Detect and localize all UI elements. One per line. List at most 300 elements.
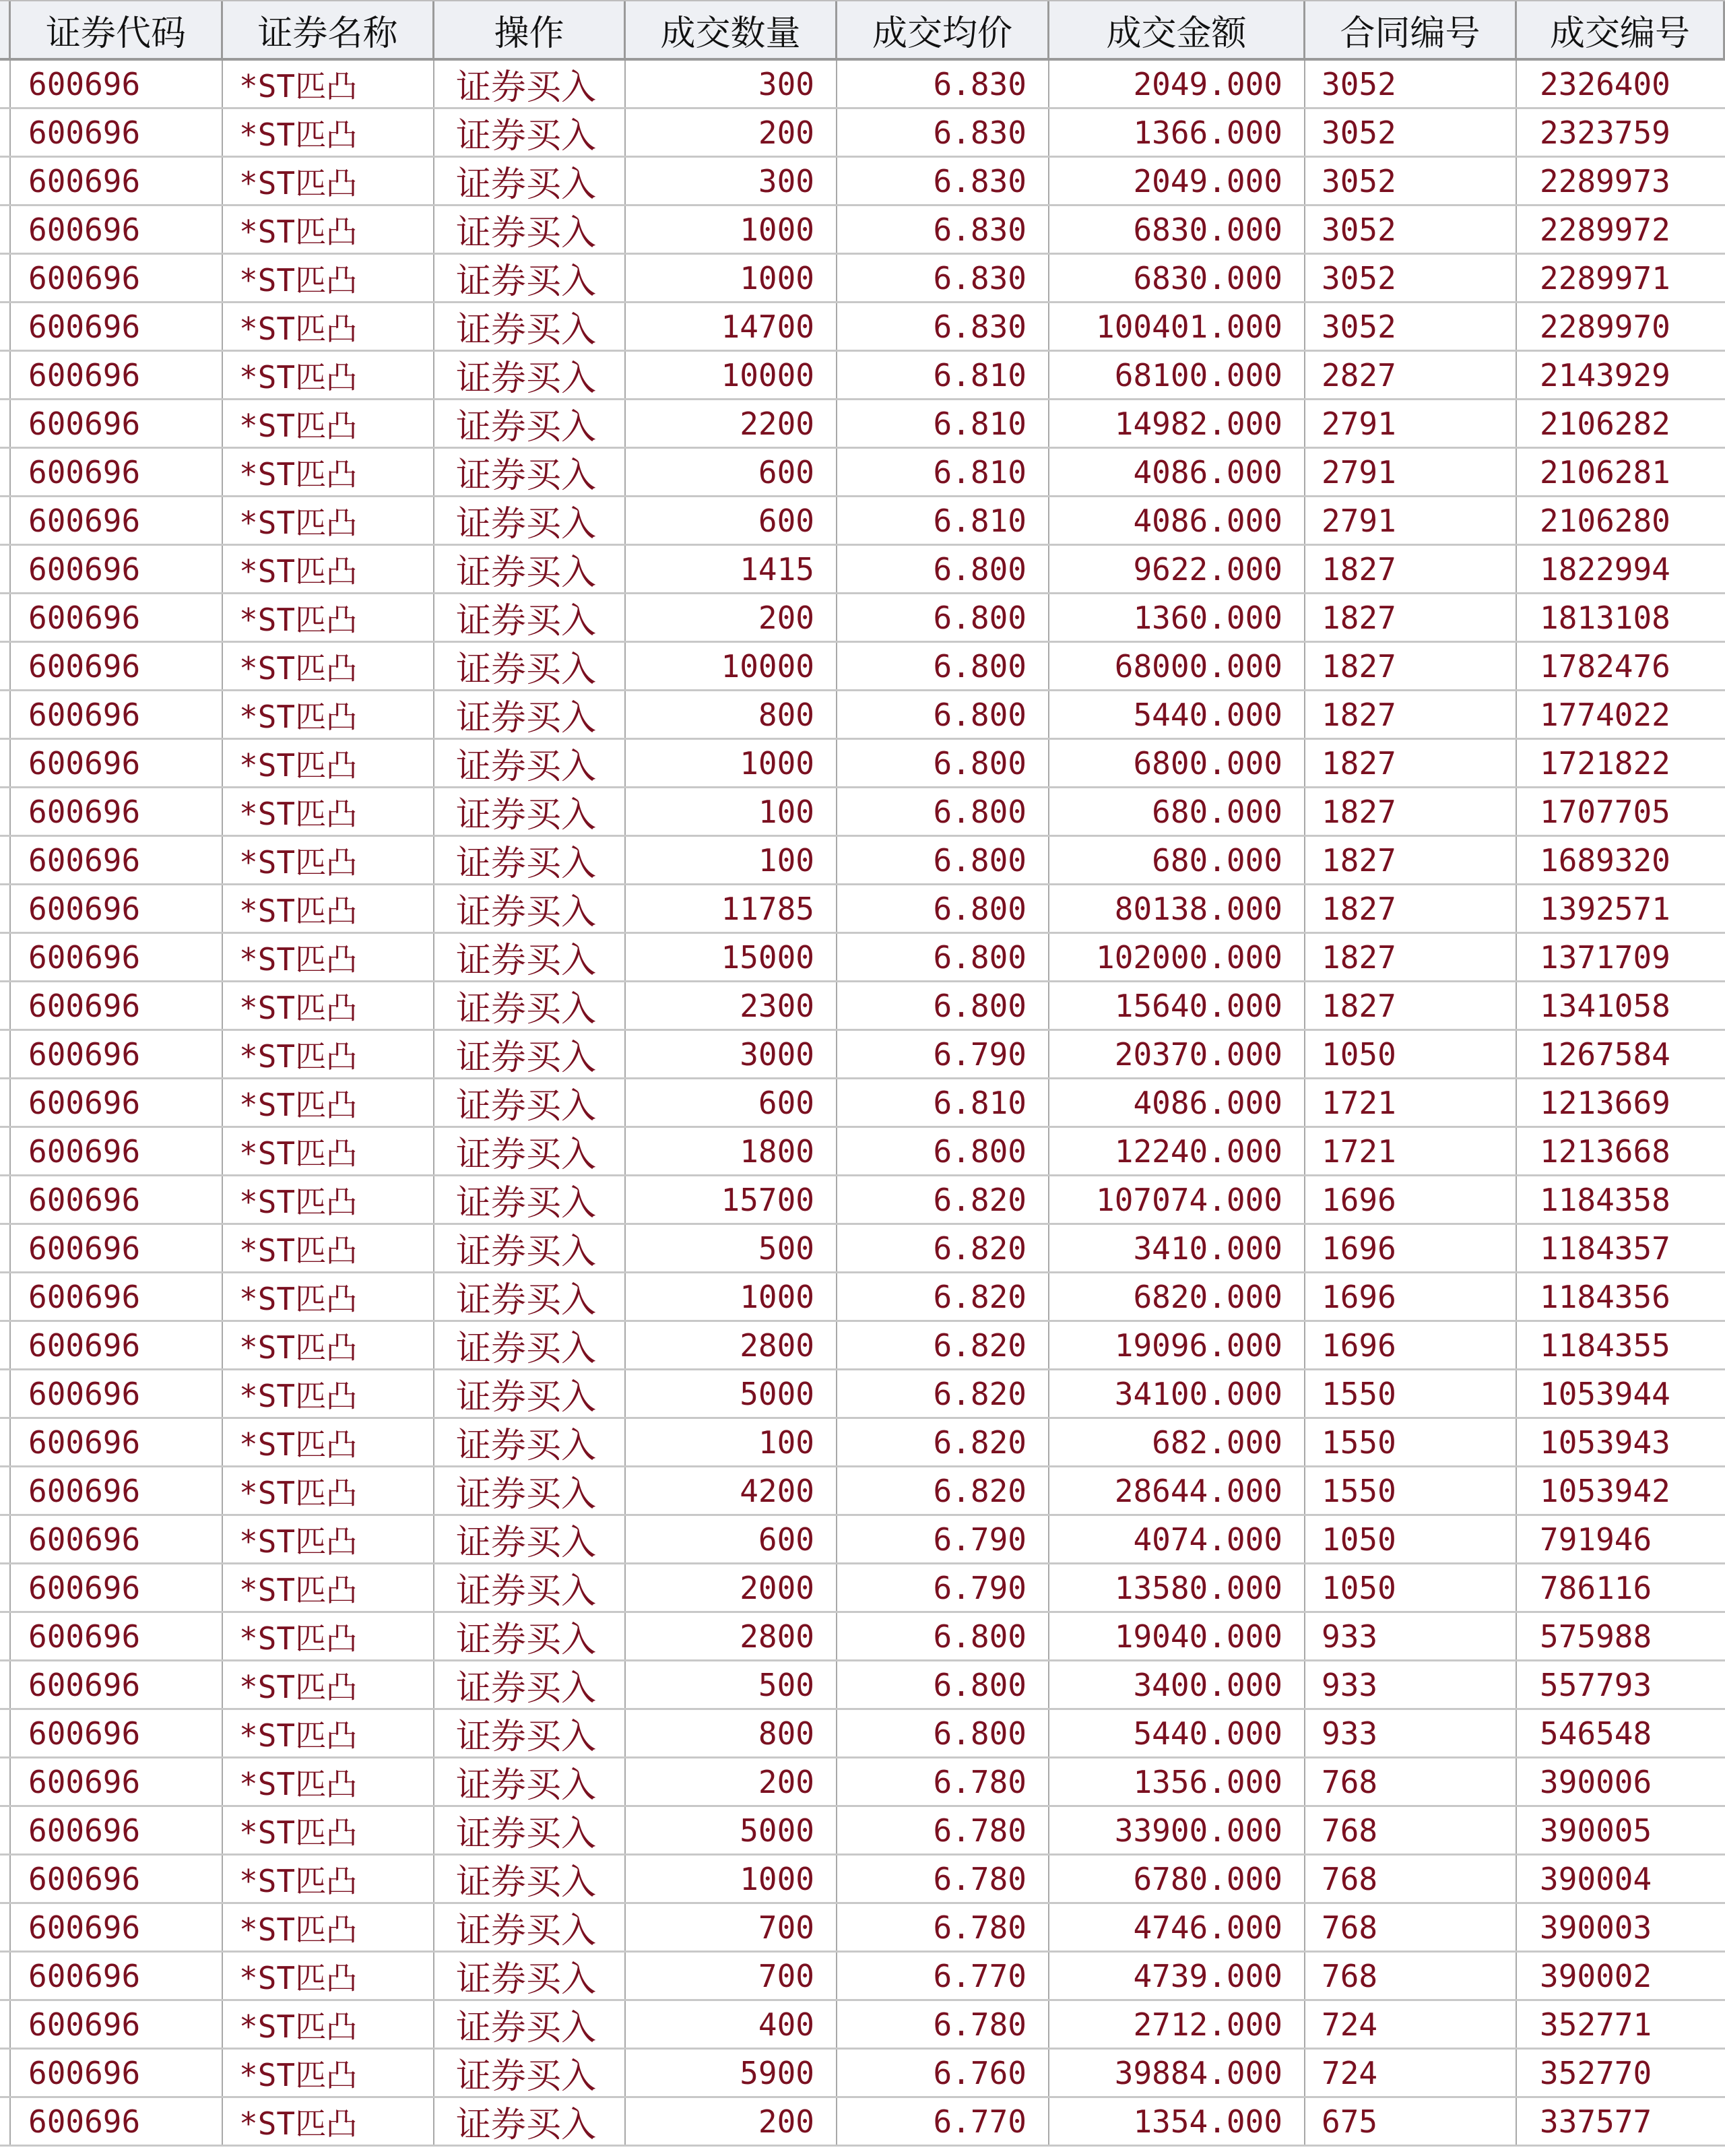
cell-avg-price: 6.820 [837,1176,1049,1223]
cell-avg-price: 6.800 [837,788,1049,835]
row-gutter [0,109,11,156]
cell-security-code: 600696 [11,934,223,980]
cell-security-code: 600696 [11,1661,223,1708]
cell-avg-price: 6.830 [837,158,1049,204]
cell-operation: 证券买入 [434,1273,626,1320]
cell-avg-price: 6.780 [837,1807,1049,1853]
cell-amount: 2049.000 [1049,61,1305,107]
cell-contract-no: 1827 [1305,788,1517,835]
cell-contract-no: 1050 [1305,1516,1517,1562]
cell-security-code: 600696 [11,1710,223,1756]
cell-security-code: 600696 [11,643,223,689]
row-gutter [0,1419,11,1465]
row-gutter [0,691,11,738]
table-row[interactable] [0,1758,1725,1807]
cell-trade-no: 337577 [1540,2103,1652,2140]
table-row[interactable] [0,352,1725,400]
row-gutter [0,885,11,932]
cell-security-name: *ST匹凸 [223,1710,434,1756]
cell-security-name: *ST匹凸 [223,303,434,350]
cell-contract-no: 1696 [1305,1225,1517,1271]
cell-quantity: 11785 [626,885,837,932]
cell-security-name: *ST匹凸 [223,1273,434,1320]
cell-avg-price: 6.800 [837,1128,1049,1174]
cell-avg-price: 6.800 [837,1710,1049,1756]
table-row[interactable] [0,1273,1725,1322]
cell-contract-no: 1050 [1305,1564,1517,1611]
cell-contract-no: 933 [1305,1613,1517,1659]
cell-avg-price: 6.820 [837,1419,1049,1465]
row-gutter [0,1322,11,1368]
cell-avg-price: 6.800 [837,546,1049,592]
cell-contract-no: 1721 [1305,1079,1517,1126]
cell-quantity: 200 [626,1758,837,1805]
cell-quantity: 100 [626,837,837,883]
cell-avg-price: 6.800 [837,691,1049,738]
cell-avg-price: 6.820 [837,1467,1049,1514]
cell-operation: 证券买入 [434,2001,626,2048]
cell-security-code: 600696 [11,449,223,495]
cell-trade-no: 575988 [1540,1618,1652,1655]
cell-trade-no: 1184358 [1540,1181,1670,1218]
cell-amount: 6830.000 [1049,255,1305,301]
table-row[interactable] [0,2001,1725,2050]
cell-operation: 证券买入 [434,109,626,156]
cell-security-code: 600696 [11,1856,223,1902]
cell-operation: 证券买入 [434,1710,626,1756]
cell-amount: 680.000 [1049,788,1305,835]
cell-security-name: *ST匹凸 [223,2098,434,2145]
cell-security-code: 600696 [11,303,223,350]
cell-operation: 证券买入 [434,546,626,592]
cell-security-name: *ST匹凸 [223,1322,434,1368]
cell-operation: 证券买入 [434,885,626,932]
table-row[interactable] [0,1516,1725,1564]
cell-quantity: 15700 [626,1176,837,1223]
row-gutter [0,740,11,786]
cell-contract-no: 3052 [1305,255,1517,301]
cell-amount: 102000.000 [1049,934,1305,980]
cell-security-code: 600696 [11,1128,223,1174]
cell-amount: 1360.000 [1049,594,1305,641]
cell-quantity: 600 [626,1079,837,1126]
cell-quantity: 700 [626,1953,837,1999]
cell-security-code: 600696 [11,1564,223,1611]
cell-quantity: 200 [626,2098,837,2145]
cell-trade-no: 1782476 [1540,647,1670,685]
table-row[interactable] [0,1661,1725,1710]
cell-security-name: *ST匹凸 [223,2001,434,2048]
cell-security-name: *ST匹凸 [223,206,434,253]
table-row[interactable] [0,740,1725,788]
cell-avg-price: 6.830 [837,303,1049,350]
table-row[interactable] [0,2098,1725,2147]
table-row[interactable] [0,400,1725,449]
cell-quantity: 2000 [626,1564,837,1611]
table-row[interactable] [0,788,1725,837]
column-header-avg-price[interactable]: 成交均价 [837,1,1049,58]
cell-avg-price: 6.830 [837,255,1049,301]
table-row[interactable] [0,1225,1725,1273]
table-row[interactable] [0,1564,1725,1613]
cell-trade-no: 390002 [1540,1957,1652,1994]
cell-security-name: *ST匹凸 [223,352,434,398]
cell-amount: 680.000 [1049,837,1305,883]
cell-security-name: *ST匹凸 [223,594,434,641]
cell-quantity: 100 [626,788,837,835]
cell-operation: 证券买入 [434,1128,626,1174]
cell-operation: 证券买入 [434,594,626,641]
row-gutter [0,1564,11,1611]
cell-operation: 证券买入 [434,1564,626,1611]
row-gutter [0,837,11,883]
table-row[interactable] [0,837,1725,885]
cell-security-name: *ST匹凸 [223,1807,434,1853]
cell-contract-no: 1550 [1305,1419,1517,1465]
cell-amount: 68100.000 [1049,352,1305,398]
row-gutter [0,1758,11,1805]
cell-security-name: *ST匹凸 [223,1856,434,1902]
cell-amount: 20370.000 [1049,1031,1305,1077]
cell-quantity: 15000 [626,934,837,980]
cell-security-code: 600696 [11,1419,223,1465]
cell-amount: 19096.000 [1049,1322,1305,1368]
cell-quantity: 1000 [626,740,837,786]
row-gutter [0,158,11,204]
cell-trade-no: 2106281 [1540,453,1670,490]
column-header-security-code[interactable]: 证券代码 [11,1,223,58]
row-gutter [0,1079,11,1126]
cell-contract-no: 1827 [1305,691,1517,738]
cell-operation: 证券买入 [434,643,626,689]
column-header-operation[interactable]: 操作 [434,1,626,58]
cell-trade-no: 786116 [1540,1569,1652,1606]
table-row[interactable] [0,158,1725,206]
cell-contract-no: 3052 [1305,303,1517,350]
cell-quantity: 600 [626,449,837,495]
cell-quantity: 5000 [626,1807,837,1853]
cell-contract-no: 3052 [1305,158,1517,204]
cell-contract-no: 768 [1305,1856,1517,1902]
cell-amount: 4739.000 [1049,1953,1305,1999]
cell-security-name: *ST匹凸 [223,109,434,156]
cell-operation: 证券买入 [434,158,626,204]
row-gutter [0,61,11,107]
cell-amount: 6780.000 [1049,1856,1305,1902]
column-header-contract-no[interactable]: 合同编号 [1305,1,1517,58]
cell-trade-no: 1053944 [1540,1375,1670,1412]
table-row[interactable] [0,1856,1725,1904]
table-row[interactable] [0,1176,1725,1225]
cell-trade-no: 1213668 [1540,1133,1670,1170]
cell-security-code: 600696 [11,1273,223,1320]
cell-security-code: 600696 [11,740,223,786]
cell-trade-no: 1774022 [1540,696,1670,733]
row-gutter [0,255,11,301]
cell-avg-price: 6.800 [837,982,1049,1029]
row-gutter [0,1953,11,1999]
cell-security-name: *ST匹凸 [223,1953,434,1999]
cell-security-name: *ST匹凸 [223,497,434,544]
cell-operation: 证券买入 [434,691,626,738]
table-row[interactable] [0,1710,1725,1758]
cell-contract-no: 2791 [1305,497,1517,544]
cell-amount: 4086.000 [1049,1079,1305,1126]
cell-amount: 1356.000 [1049,1758,1305,1805]
cell-operation: 证券买入 [434,1176,626,1223]
cell-security-name: *ST匹凸 [223,691,434,738]
row-gutter [0,1710,11,1756]
table-body [0,61,1725,2147]
row-gutter [0,449,11,495]
cell-quantity: 5000 [626,1370,837,1417]
table-row[interactable] [0,1128,1725,1176]
cell-security-name: *ST匹凸 [223,643,434,689]
row-gutter [0,1467,11,1514]
cell-operation: 证券买入 [434,1953,626,1999]
cell-quantity: 10000 [626,643,837,689]
cell-security-code: 600696 [11,2098,223,2145]
cell-security-name: *ST匹凸 [223,1613,434,1659]
cell-security-code: 600696 [11,352,223,398]
cell-quantity: 1415 [626,546,837,592]
cell-contract-no: 1050 [1305,1031,1517,1077]
cell-trade-no: 2326400 [1540,65,1670,102]
cell-amount: 4086.000 [1049,497,1305,544]
cell-operation: 证券买入 [434,497,626,544]
table-row[interactable] [0,1322,1725,1370]
cell-quantity: 800 [626,691,837,738]
cell-security-code: 600696 [11,1953,223,1999]
cell-security-name: *ST匹凸 [223,1031,434,1077]
cell-trade-no: 1707705 [1540,793,1670,830]
cell-avg-price: 6.800 [837,740,1049,786]
row-gutter [0,1904,11,1951]
cell-security-code: 600696 [11,1370,223,1417]
cell-security-name: *ST匹凸 [223,885,434,932]
cell-avg-price: 6.780 [837,1856,1049,1902]
table-row[interactable] [0,497,1725,546]
cell-avg-price: 6.810 [837,400,1049,447]
cell-trade-no: 2323759 [1540,114,1670,151]
cell-avg-price: 6.800 [837,837,1049,883]
cell-avg-price: 6.770 [837,2098,1049,2145]
cell-avg-price: 6.780 [837,1904,1049,1951]
cell-security-code: 600696 [11,1176,223,1223]
table-row[interactable] [0,1904,1725,1953]
cell-avg-price: 6.800 [837,1613,1049,1659]
cell-security-name: *ST匹凸 [223,1176,434,1223]
cell-avg-price: 6.800 [837,1661,1049,1708]
cell-quantity: 2800 [626,1322,837,1368]
cell-operation: 证券买入 [434,837,626,883]
cell-quantity: 1000 [626,1856,837,1902]
cell-security-code: 600696 [11,1225,223,1271]
table-row[interactable] [0,1467,1725,1516]
table-row[interactable] [0,255,1725,303]
cell-contract-no: 2791 [1305,400,1517,447]
cell-contract-no: 1550 [1305,1467,1517,1514]
cell-contract-no: 1827 [1305,546,1517,592]
cell-contract-no: 724 [1305,2050,1517,2096]
table-row[interactable] [0,1807,1725,1856]
cell-avg-price: 6.800 [837,643,1049,689]
cell-trade-no: 2143929 [1540,356,1670,393]
cell-amount: 80138.000 [1049,885,1305,932]
column-header-security-name[interactable]: 证券名称 [223,1,434,58]
row-gutter [0,206,11,253]
cell-avg-price: 6.820 [837,1273,1049,1320]
cell-avg-price: 6.830 [837,109,1049,156]
cell-quantity: 800 [626,1710,837,1756]
column-header-quantity[interactable]: 成交数量 [626,1,837,58]
table-row[interactable] [0,594,1725,643]
cell-trade-no: 352770 [1540,2054,1652,2091]
cell-security-name: *ST匹凸 [223,1225,434,1271]
cell-operation: 证券买入 [434,1322,626,1368]
cell-operation: 证券买入 [434,449,626,495]
cell-trade-no: 1184355 [1540,1327,1670,1364]
cell-avg-price: 6.810 [837,497,1049,544]
column-header-trade-no[interactable]: 成交编号 [1517,1,1725,58]
cell-amount: 6820.000 [1049,1273,1305,1320]
cell-security-name: *ST匹凸 [223,837,434,883]
row-gutter [0,1807,11,1853]
table-row[interactable] [0,206,1725,255]
table-row[interactable] [0,1079,1725,1128]
row-gutter [0,1516,11,1562]
table-row[interactable] [0,109,1725,158]
table-row[interactable] [0,546,1725,594]
cell-amount: 34100.000 [1049,1370,1305,1417]
cell-amount: 5440.000 [1049,691,1305,738]
cell-amount: 4086.000 [1049,449,1305,495]
cell-trade-no: 1822994 [1540,550,1670,588]
row-gutter [0,1370,11,1417]
cell-trade-no: 1341058 [1540,987,1670,1024]
cell-operation: 证券买入 [434,934,626,980]
cell-quantity: 1000 [626,255,837,301]
table-row[interactable] [0,1370,1725,1419]
cell-trade-no: 557793 [1540,1666,1652,1703]
table-row[interactable] [0,934,1725,982]
cell-avg-price: 6.810 [837,1079,1049,1126]
cell-quantity: 5900 [626,2050,837,2096]
cell-security-name: *ST匹凸 [223,1419,434,1465]
cell-amount: 3410.000 [1049,1225,1305,1271]
cell-contract-no: 1696 [1305,1273,1517,1320]
cell-amount: 5440.000 [1049,1710,1305,1756]
cell-security-name: *ST匹凸 [223,982,434,1029]
table-row[interactable] [0,885,1725,934]
cell-contract-no: 1696 [1305,1322,1517,1368]
cell-quantity: 2300 [626,982,837,1029]
cell-contract-no: 675 [1305,2098,1517,2145]
cell-trade-no: 2289972 [1540,211,1670,248]
cell-security-code: 600696 [11,158,223,204]
cell-security-code: 600696 [11,497,223,544]
row-gutter [0,1176,11,1223]
cell-security-code: 600696 [11,61,223,107]
cell-security-code: 600696 [11,546,223,592]
row-gutter [0,1128,11,1174]
cell-contract-no: 1827 [1305,982,1517,1029]
cell-contract-no: 3052 [1305,206,1517,253]
cell-amount: 68000.000 [1049,643,1305,689]
table-row[interactable] [0,643,1725,691]
cell-security-code: 600696 [11,837,223,883]
cell-amount: 4746.000 [1049,1904,1305,1951]
cell-avg-price: 6.810 [837,449,1049,495]
row-gutter [0,1031,11,1077]
cell-contract-no: 1827 [1305,740,1517,786]
cell-contract-no: 768 [1305,1758,1517,1805]
cell-security-code: 600696 [11,691,223,738]
column-header-amount[interactable]: 成交金额 [1049,1,1305,58]
cell-security-name: *ST匹凸 [223,934,434,980]
cell-operation: 证券买入 [434,1661,626,1708]
cell-avg-price: 6.780 [837,2001,1049,2048]
table-row[interactable] [0,1953,1725,2001]
cell-security-name: *ST匹凸 [223,740,434,786]
table-row[interactable] [0,303,1725,352]
row-gutter [0,788,11,835]
cell-security-code: 600696 [11,2001,223,2048]
table-row[interactable] [0,1419,1725,1467]
cell-operation: 证券买入 [434,206,626,253]
cell-trade-no: 390004 [1540,1860,1652,1897]
table-row[interactable] [0,691,1725,740]
row-gutter [0,982,11,1029]
table-row[interactable] [0,2050,1725,2098]
cell-quantity: 700 [626,1904,837,1951]
cell-security-code: 600696 [11,2050,223,2096]
cell-operation: 证券买入 [434,2050,626,2096]
cell-avg-price: 6.820 [837,1225,1049,1271]
cell-contract-no: 1827 [1305,885,1517,932]
cell-quantity: 500 [626,1661,837,1708]
cell-security-name: *ST匹凸 [223,255,434,301]
row-gutter [0,1613,11,1659]
cell-contract-no: 1827 [1305,643,1517,689]
cell-operation: 证券买入 [434,1613,626,1659]
cell-contract-no: 1827 [1305,837,1517,883]
cell-quantity: 1000 [626,1273,837,1320]
cell-quantity: 10000 [626,352,837,398]
row-gutter [0,2050,11,2096]
table-row[interactable] [0,982,1725,1031]
cell-quantity: 200 [626,109,837,156]
table-row[interactable] [0,61,1725,109]
cell-trade-no: 352771 [1540,2006,1652,2043]
row-gutter [0,400,11,447]
table-row[interactable] [0,1031,1725,1079]
cell-contract-no: 768 [1305,1904,1517,1951]
table-row[interactable] [0,1613,1725,1661]
cell-avg-price: 6.790 [837,1564,1049,1611]
cell-security-name: *ST匹凸 [223,400,434,447]
cell-amount: 100401.000 [1049,303,1305,350]
table-header [0,0,1725,61]
cell-contract-no: 2791 [1305,449,1517,495]
cell-quantity: 500 [626,1225,837,1271]
cell-trade-no: 1721822 [1540,744,1670,782]
cell-contract-no: 1827 [1305,594,1517,641]
table-row[interactable] [0,449,1725,497]
cell-operation: 证券买入 [434,1370,626,1417]
cell-quantity: 14700 [626,303,837,350]
cell-contract-no: 2827 [1305,352,1517,398]
